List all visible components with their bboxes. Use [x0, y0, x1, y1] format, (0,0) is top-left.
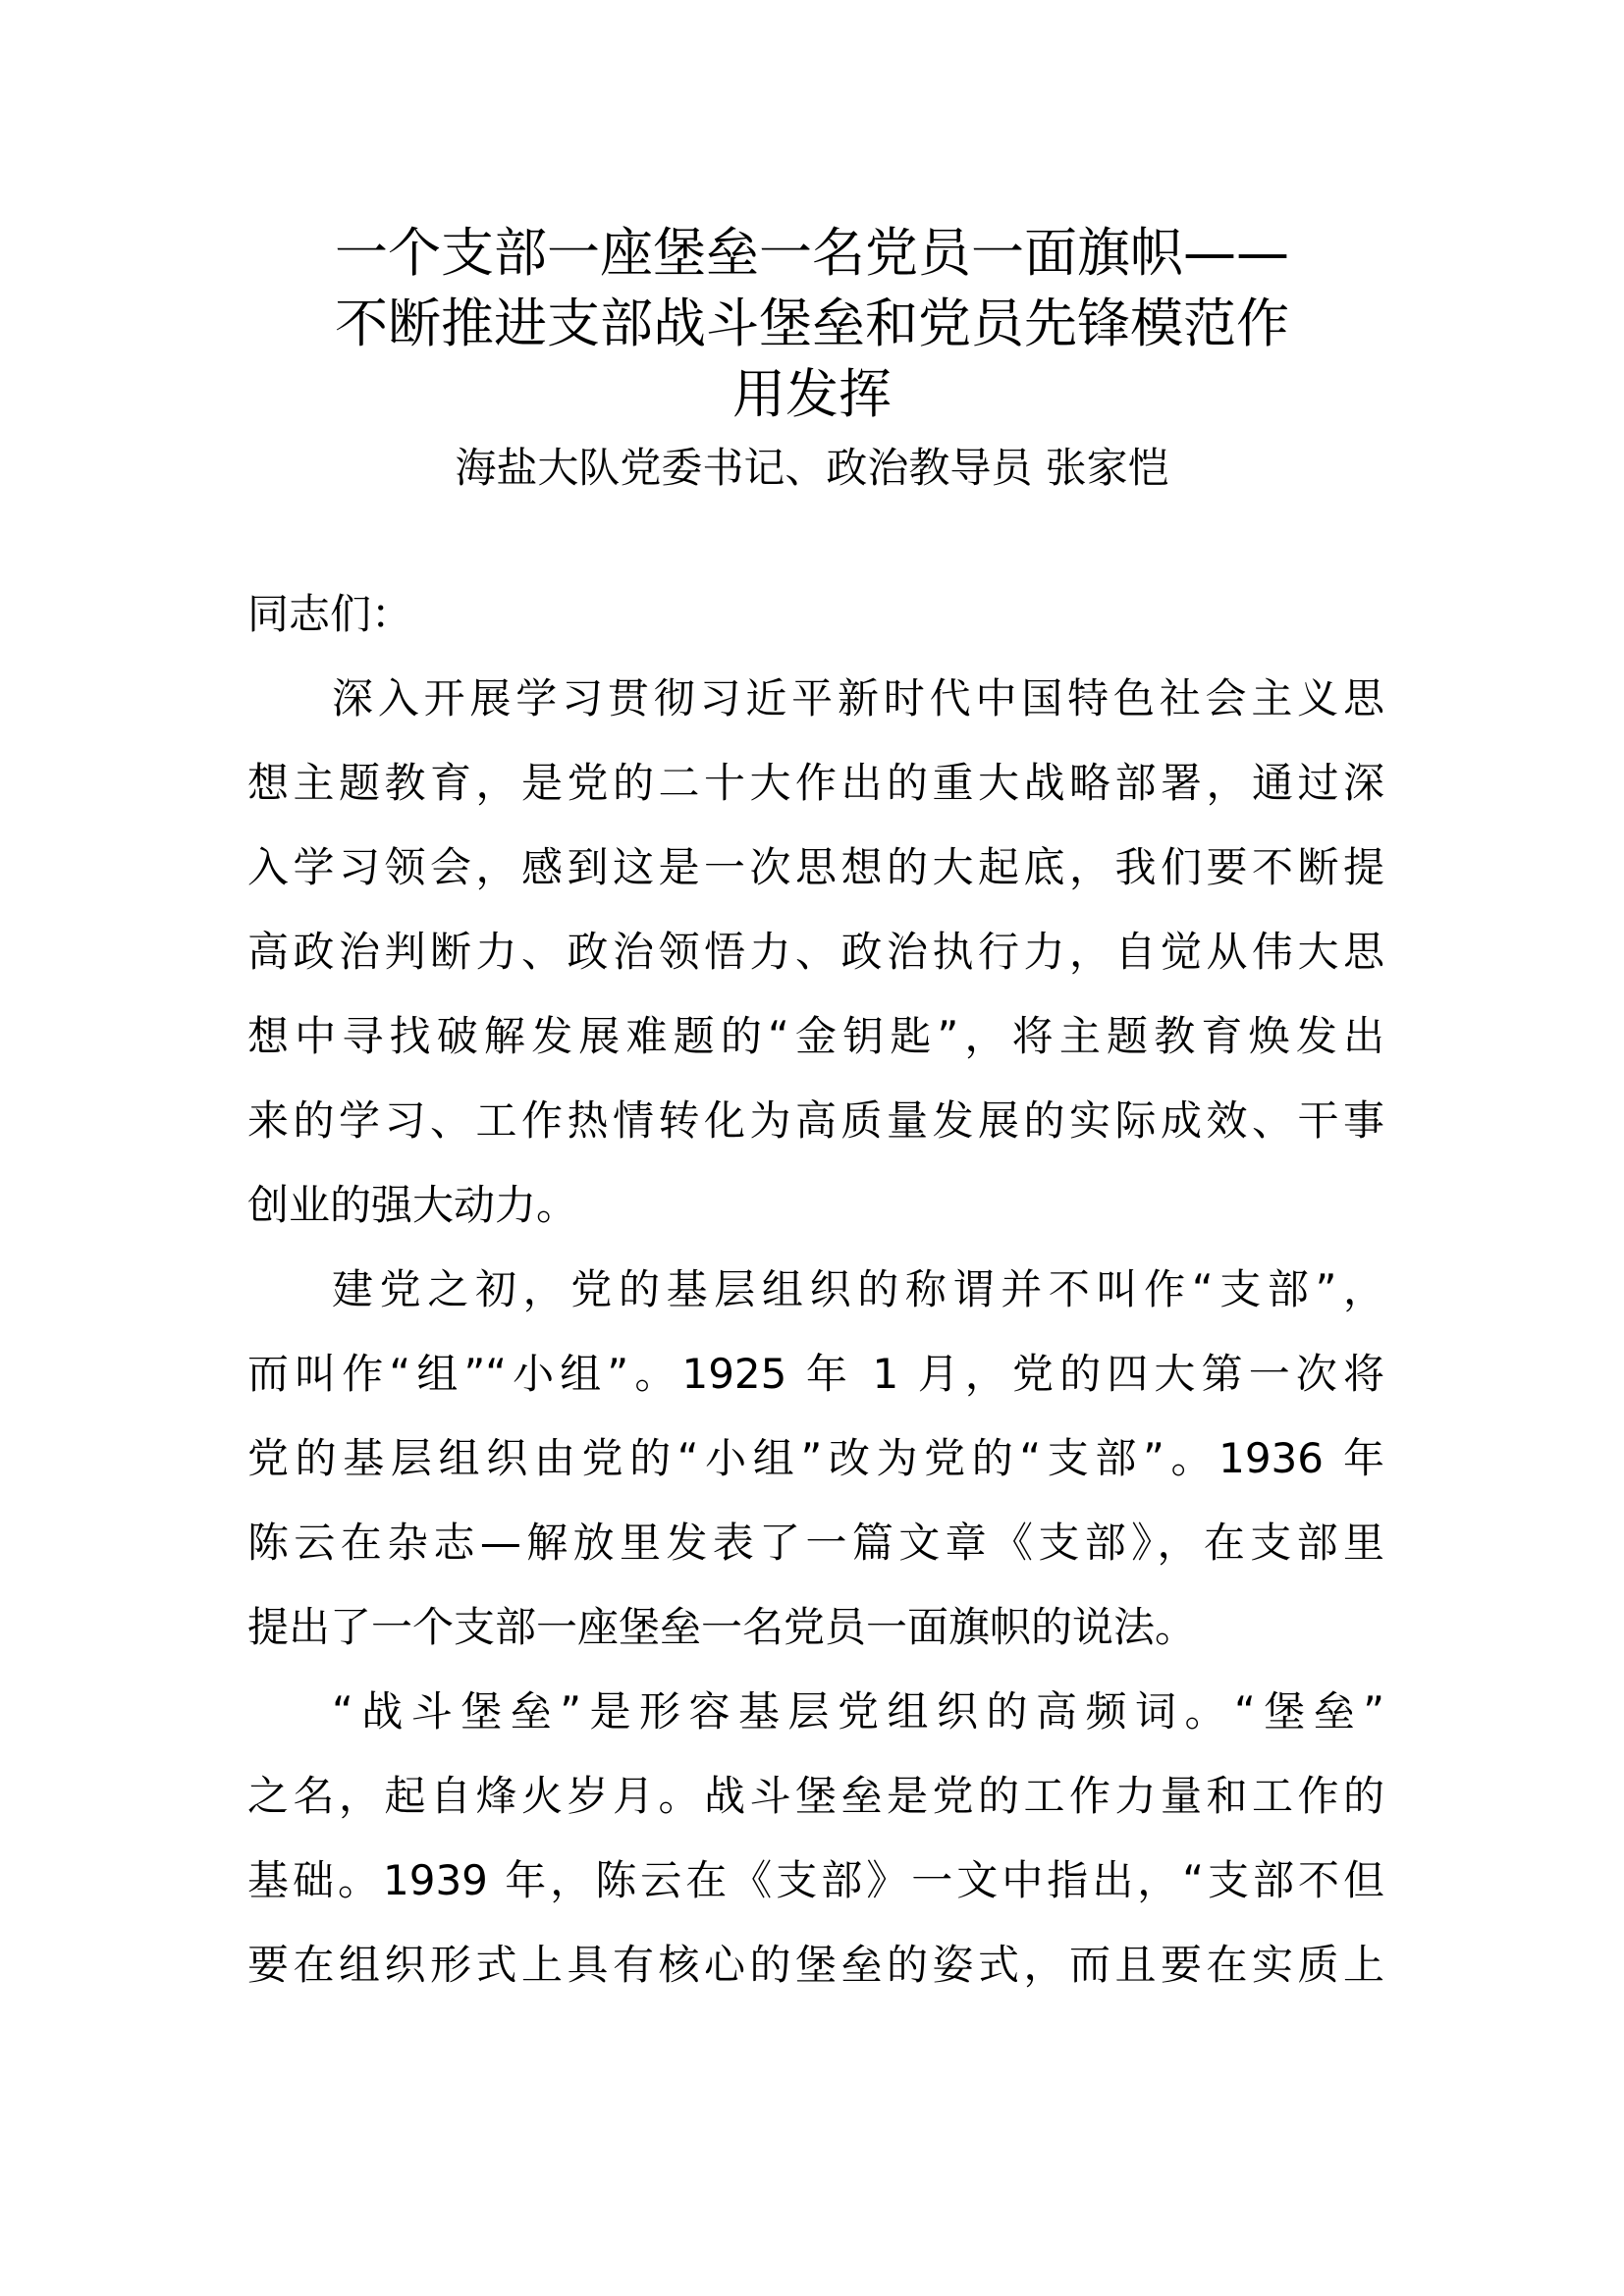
paragraph: [247, 657, 1384, 1248]
text-line: 深入开展学习贯彻习近平新时代中国特色社会主义思: [332, 674, 1384, 722]
text-line: “战斗堡垒”是形容基层党组织的高频词。“堡垒”: [332, 1687, 1384, 1735]
salutation: 同志们：: [247, 590, 413, 638]
paragraph: [247, 1248, 1384, 1670]
text-line: 而叫作“组”“小组”。1925 年 1 月，党的四大第一次将: [247, 1350, 1384, 1398]
author-line: 海盐大队党委书记、政治教导员 张家恺: [455, 444, 1169, 492]
title-line: 用发挥: [732, 363, 892, 425]
text-line: 入学习领会，感到这是一次思想的大起底，我们要不断提: [247, 843, 1384, 891]
text-line: 高政治判断力、政治领悟力、政治执行力，自觉从伟大思: [247, 928, 1384, 976]
title-line: 一个支部一座堡垒一名党员一面旗帜——: [335, 222, 1289, 284]
text-line: 建党之初，党的基层组织的称谓并不叫作“支部”，: [332, 1265, 1384, 1313]
document-body: [247, 572, 1384, 2007]
text-line: 陈云在杂志—解放里发表了一篇文章《支部》，在支部里: [247, 1519, 1384, 1567]
text-line: 基础。1939 年，陈云在《支部》一文中指出，“支部不但: [247, 1856, 1384, 1904]
text-line: 提出了一个支部一座堡垒一名党员一面旗帜的说法。: [247, 1603, 1197, 1651]
text-line: 党的基层组织由党的“小组”改为党的“支部”。1936 年: [247, 1434, 1384, 1482]
text-line: 之名，起自烽火岁月。战斗堡垒是党的工作力量和工作的: [247, 1772, 1384, 1820]
text-line: 来的学习、工作热情转化为高质量发展的实际成效、干事: [247, 1096, 1384, 1145]
paragraph: [247, 1670, 1384, 2007]
text-line: 创业的强大动力。: [247, 1181, 578, 1229]
text-line: 想中寻找破解发展难题的“金钥匙”，将主题教育焕发出: [247, 1012, 1384, 1060]
text-line: 要在组织形式上具有核心的堡垒的姿式，而且要在实质上: [247, 1941, 1384, 1989]
document-title: [236, 218, 1388, 430]
title-line: 不断推进支部战斗堡垒和党员先锋模范作: [335, 293, 1289, 354]
text-line: 想主题教育，是党的二十大作出的重大战略部署，通过深: [247, 759, 1384, 807]
